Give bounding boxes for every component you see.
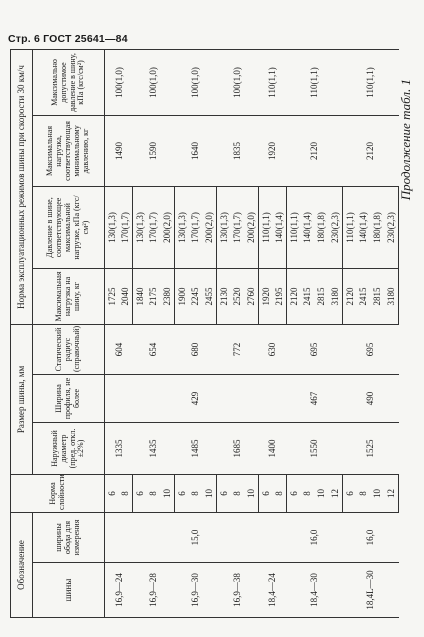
table-row	[343, 49, 357, 617]
cell-pressure: 180(1,8)	[371, 186, 385, 268]
cell-pressure: 230(2,3)	[329, 186, 343, 268]
cell-pressure: 230(2,3)	[385, 186, 399, 268]
cell-max-load: 1725	[105, 268, 119, 324]
cell-max-load: 3180	[385, 268, 399, 324]
cell-ply-rating: 8	[119, 474, 133, 512]
header-designation: Обозначение	[11, 512, 33, 617]
header-outer-diameter: Наружный диаметр (пред. откл. ±2%)	[33, 422, 105, 474]
cell-pressure: 140(1,4)	[301, 186, 315, 268]
cell-max-load: 1900	[175, 268, 189, 324]
cell-ply-rating: 8	[189, 474, 203, 512]
cell-tire: 16,9—30	[175, 563, 217, 618]
cell-static-radius: 604	[105, 324, 133, 374]
table-row	[217, 49, 231, 617]
cell-ply-rating: 6	[287, 474, 301, 512]
cell-ply-rating: 12	[385, 474, 399, 512]
cell-max-load: 2415	[301, 268, 315, 324]
header-load-norms: Норма эксплуатационных режимов шины при скорости 30 км/ч	[11, 49, 33, 324]
cell-ply-rating: 8	[273, 474, 287, 512]
cell-outer-diameter: 1685	[217, 422, 259, 474]
cell-max-load: 2120	[287, 268, 301, 324]
cell-outer-diameter: 1525	[343, 422, 399, 474]
cell-static-radius: 680	[175, 324, 217, 374]
cell-outer-diameter: 1550	[287, 422, 343, 474]
cell-tire: 16,9—24	[105, 563, 133, 618]
header-max-load: Максимальная нагрузка на шину, кг	[33, 268, 105, 324]
header-max-permissible-pressure: Максимально допустимое давление в шину, кПа (кгс/см²)	[33, 49, 105, 115]
cell-max-load: 2815	[315, 268, 329, 324]
table-row	[133, 49, 147, 617]
cell-pressure: 170(1,7)	[147, 186, 161, 268]
cell-tire: 16,9—28	[133, 563, 175, 618]
cell-ply-rating: 6	[217, 474, 231, 512]
cell-max-load: 2040	[119, 268, 133, 324]
header-max-load-low-speed: Максимальная нагрузка, соответствующая минимальному давлению, кг	[33, 115, 105, 186]
cell-max-permissible-pressure: 110(1,1)	[287, 49, 343, 115]
cell-static-radius: 772	[217, 324, 259, 374]
continuation-label: Продолжение табл. 1	[398, 79, 413, 201]
header-tire-size: Размер шины, мм	[11, 324, 33, 474]
cell-ply-rating: 10	[371, 474, 385, 512]
header-ply-rating: Норма слойности	[11, 474, 105, 512]
cell-max-load: 1840	[133, 268, 147, 324]
cell-profile-width: 490	[343, 374, 399, 422]
cell-profile-width	[217, 374, 259, 422]
cell-profile-width: 467	[287, 374, 343, 422]
cell-max-load-low-speed: 2120	[287, 115, 343, 186]
cell-pressure: 110(1,1)	[287, 186, 301, 268]
cell-max-permissible-pressure: 110(1,1)	[343, 49, 399, 115]
cell-max-load: 2380	[161, 268, 175, 324]
cell-pressure: 140(1,4)	[357, 186, 371, 268]
cell-max-load: 2415	[357, 268, 371, 324]
cell-max-load: 2120	[343, 268, 357, 324]
header-profile-width: Ширина профиля, не более	[33, 374, 105, 422]
cell-tire: 18,4L—30	[343, 563, 399, 618]
cell-max-load: 2520	[231, 268, 245, 324]
cell-rim-width: 15,0	[175, 512, 217, 562]
cell-outer-diameter: 1485	[175, 422, 217, 474]
cell-static-radius: 654	[133, 324, 175, 374]
cell-pressure: 200(2,0)	[203, 186, 217, 268]
cell-ply-rating: 6	[343, 474, 357, 512]
cell-pressure: 110(1,1)	[343, 186, 357, 268]
cell-max-load-low-speed: 2120	[343, 115, 399, 186]
cell-ply-rating: 12	[329, 474, 343, 512]
cell-max-load: 3180	[329, 268, 343, 324]
cell-static-radius: 695	[343, 324, 399, 374]
table-row	[287, 49, 301, 617]
cell-pressure: 200(2,0)	[161, 186, 175, 268]
cell-tire: 18,4—30	[287, 563, 343, 618]
cell-profile-width	[259, 374, 287, 422]
cell-max-load: 2175	[147, 268, 161, 324]
cell-rim-width	[259, 512, 287, 562]
cell-profile-width: 429	[175, 374, 217, 422]
cell-max-permissible-pressure: 110(1,1)	[259, 49, 287, 115]
cell-max-load: 2815	[371, 268, 385, 324]
cell-outer-diameter: 1335	[105, 422, 133, 474]
cell-ply-rating: 10	[161, 474, 175, 512]
table-row	[105, 49, 119, 617]
header-pressure: Давление в шине, соответствующее максимальной нагрузке, кПа (кгс/см²)	[33, 186, 105, 268]
cell-rim-width	[217, 512, 259, 562]
cell-ply-rating: 8	[231, 474, 245, 512]
cell-rim-width	[133, 512, 175, 562]
cell-tire: 18,4—24	[259, 563, 287, 618]
cell-outer-diameter: 1435	[133, 422, 175, 474]
cell-ply-rating: 10	[245, 474, 259, 512]
header-rim-width: ширины обода для измерения	[33, 512, 105, 562]
cell-max-load-low-speed: 1920	[259, 115, 287, 186]
cell-pressure: 170(1,7)	[189, 186, 203, 268]
cell-static-radius: 630	[259, 324, 287, 374]
cell-max-load-low-speed: 1590	[133, 115, 175, 186]
cell-profile-width	[105, 374, 133, 422]
cell-ply-rating: 6	[105, 474, 119, 512]
table-header	[11, 49, 105, 617]
cell-tire: 16,9—38	[217, 563, 259, 618]
cell-pressure: 140(1,4)	[273, 186, 287, 268]
cell-ply-rating: 6	[259, 474, 273, 512]
cell-static-radius: 695	[287, 324, 343, 374]
page-header: Стр. 6 ГОСТ 25641—84	[8, 33, 128, 45]
cell-outer-diameter: 1400	[259, 422, 287, 474]
cell-max-permissible-pressure: 100(1,0)	[133, 49, 175, 115]
cell-max-load: 2245	[189, 268, 203, 324]
cell-ply-rating: 8	[147, 474, 161, 512]
cell-max-permissible-pressure: 100(1,0)	[175, 49, 217, 115]
cell-ply-rating: 10	[315, 474, 329, 512]
cell-ply-rating: 10	[203, 474, 217, 512]
cell-max-load-low-speed: 1640	[175, 115, 217, 186]
cell-pressure: 110(1,1)	[259, 186, 273, 268]
cell-rim-width	[105, 512, 133, 562]
cell-max-load: 2130	[217, 268, 231, 324]
cell-pressure: 130(1,3)	[175, 186, 189, 268]
cell-pressure: 130(1,3)	[105, 186, 119, 268]
cell-pressure: 200(2,0)	[245, 186, 259, 268]
cell-ply-rating: 8	[301, 474, 315, 512]
table-row	[175, 49, 189, 617]
table-body	[105, 49, 399, 617]
cell-ply-rating: 6	[133, 474, 147, 512]
table-row	[259, 49, 273, 617]
cell-pressure: 170(1,7)	[231, 186, 245, 268]
cell-pressure: 130(1,3)	[217, 186, 231, 268]
cell-pressure: 180(1,8)	[315, 186, 329, 268]
cell-max-load: 2455	[203, 268, 217, 324]
cell-pressure: 130(1,3)	[133, 186, 147, 268]
cell-profile-width	[133, 374, 175, 422]
cell-max-load-low-speed: 1490	[105, 115, 133, 186]
cell-pressure: 170(1,7)	[119, 186, 133, 268]
cell-max-load-low-speed: 1835	[217, 115, 259, 186]
tire-parameters-table	[10, 49, 399, 618]
rotated-page-content	[0, 43, 424, 620]
header-tire: шины	[33, 563, 105, 618]
cell-max-permissible-pressure: 100(1,0)	[105, 49, 133, 115]
cell-ply-rating: 6	[175, 474, 189, 512]
cell-max-permissible-pressure: 100(1,0)	[217, 49, 259, 115]
cell-max-load: 2760	[245, 268, 259, 324]
header-static-radius: Статический радиус (справочный)	[33, 324, 105, 374]
cell-ply-rating: 8	[357, 474, 371, 512]
cell-max-load: 2195	[273, 268, 287, 324]
cell-rim-width: 16,0	[287, 512, 343, 562]
cell-max-load: 1920	[259, 268, 273, 324]
cell-rim-width: 16,0	[343, 512, 399, 562]
